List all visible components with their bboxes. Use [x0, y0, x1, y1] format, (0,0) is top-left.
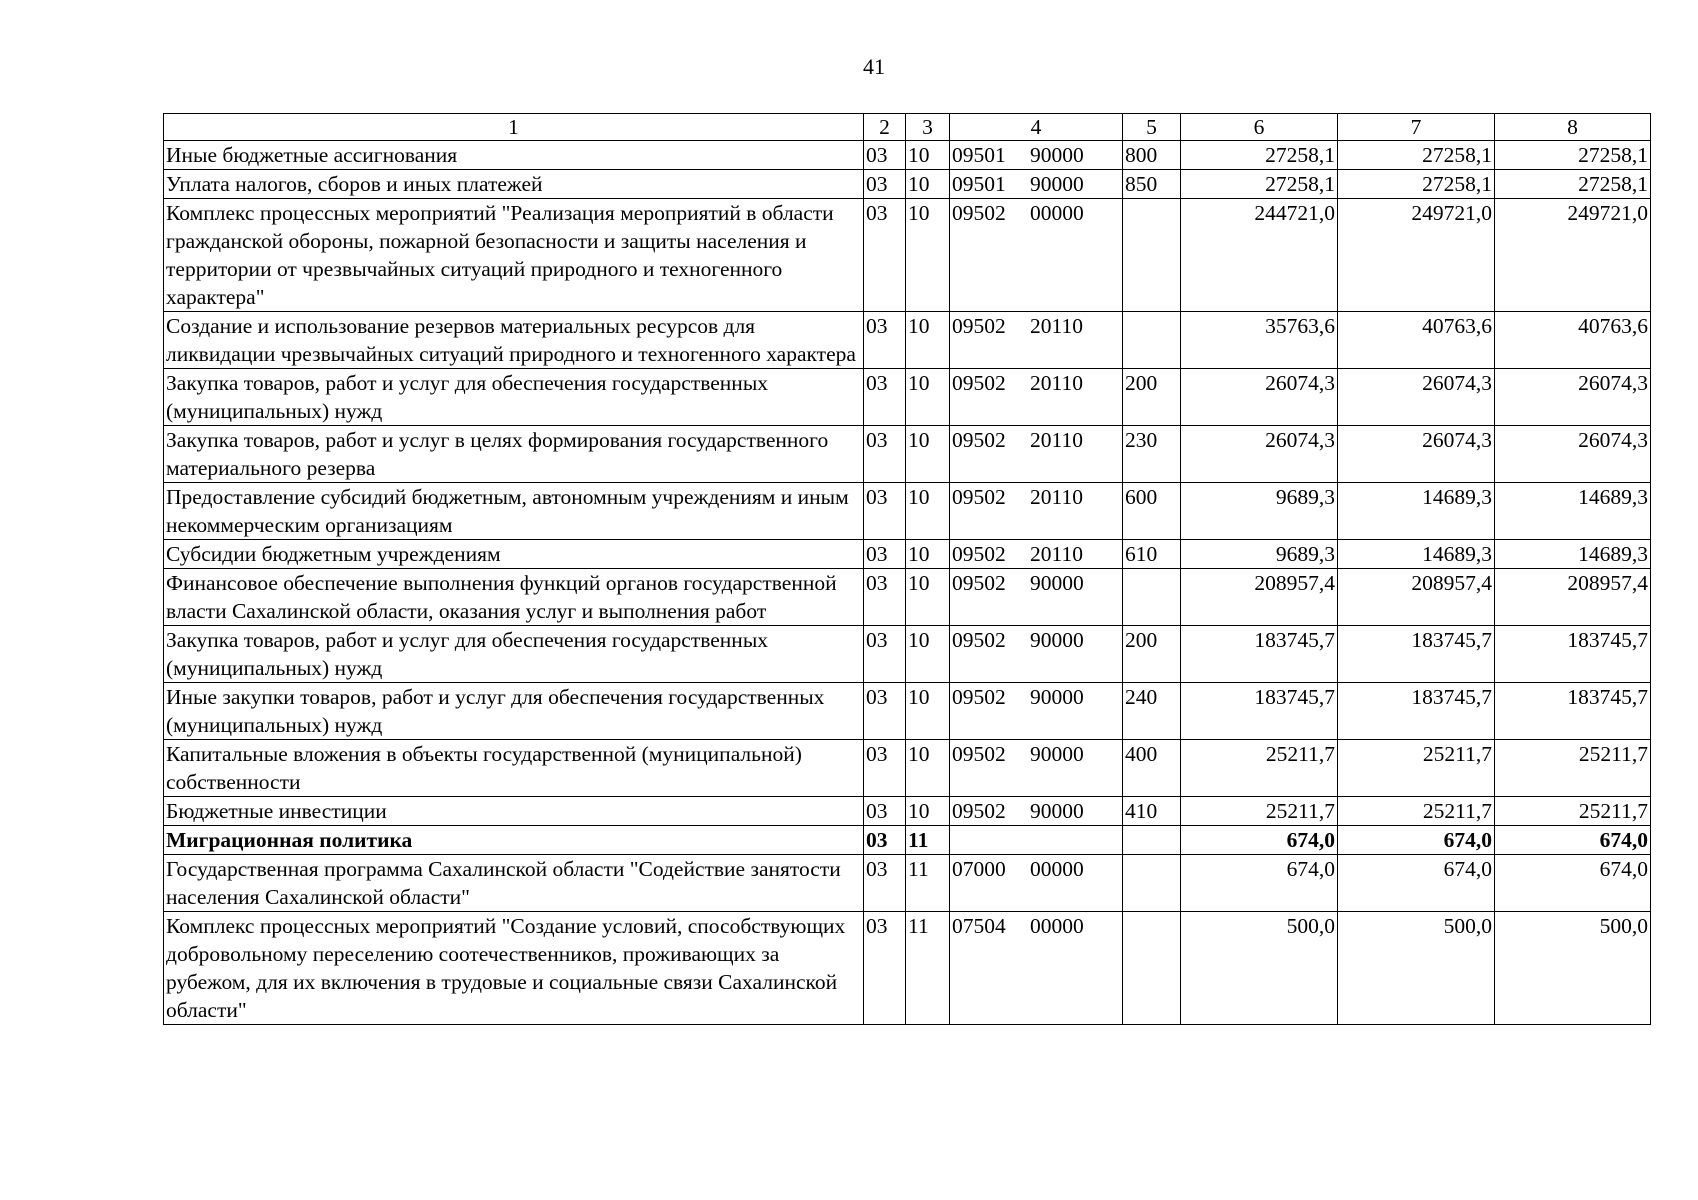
direction-code: 20110	[1030, 542, 1083, 566]
item-name: Закупка товаров, работ и услуг в целях формирования государственного материального резерва	[164, 426, 864, 483]
direction-code: 90000	[1030, 172, 1084, 196]
program-code: 09502	[952, 628, 1006, 652]
target-article-code	[950, 740, 1123, 797]
item-name: Закупка товаров, работ и услуг для обеспечения государственных (муниципальных) нужд	[164, 626, 864, 683]
table-row	[164, 855, 1651, 912]
amount-col-8: 183745,7	[1495, 683, 1651, 740]
program-code: 09502	[952, 542, 1006, 566]
section-code: 03	[864, 426, 906, 483]
table-row	[164, 369, 1651, 426]
table-row	[164, 683, 1651, 740]
direction-code: 20110	[1030, 485, 1083, 509]
expense-type-code: 240	[1123, 683, 1181, 740]
amount-col-6: 674,0	[1181, 826, 1338, 855]
expense-type-code	[1123, 912, 1181, 1025]
amount-col-7: 208957,4	[1338, 569, 1495, 626]
program-code: 09502	[952, 685, 1006, 709]
direction-code: 90000	[1030, 685, 1084, 709]
target-article-code	[950, 483, 1123, 540]
program-code: 09502	[952, 742, 1006, 766]
table-body	[164, 141, 1651, 1025]
amount-col-8: 249721,0	[1495, 199, 1651, 312]
amount-col-7: 674,0	[1338, 826, 1495, 855]
expense-type-code	[1123, 569, 1181, 626]
section-code: 03	[864, 483, 906, 540]
header-cell: 4	[950, 114, 1123, 141]
direction-code: 90000	[1030, 799, 1084, 823]
target-article-code	[950, 912, 1123, 1025]
expense-type-code: 400	[1123, 740, 1181, 797]
target-article-code	[950, 683, 1123, 740]
section-code: 03	[864, 312, 906, 369]
amount-col-6: 27258,1	[1181, 141, 1338, 170]
amount-col-6: 35763,6	[1181, 312, 1338, 369]
subsection-code: 10	[906, 626, 950, 683]
program-code: 09502	[952, 201, 1006, 225]
target-article-code	[950, 540, 1123, 569]
section-code: 03	[864, 797, 906, 826]
table-row	[164, 626, 1651, 683]
table-row	[164, 569, 1651, 626]
direction-code: 00000	[1030, 201, 1084, 225]
subsection-code: 10	[906, 569, 950, 626]
target-article-code	[950, 199, 1123, 312]
expense-type-code: 610	[1123, 540, 1181, 569]
expense-type-code	[1123, 312, 1181, 369]
section-code: 03	[864, 569, 906, 626]
amount-col-7: 249721,0	[1338, 199, 1495, 312]
table-row	[164, 740, 1651, 797]
subsection-code: 10	[906, 141, 950, 170]
table-row	[164, 170, 1651, 199]
item-name: Бюджетные инвестиции	[164, 797, 864, 826]
header-cell: 8	[1495, 114, 1651, 141]
section-code: 03	[864, 540, 906, 569]
subsection-code: 10	[906, 426, 950, 483]
amount-col-8: 500,0	[1495, 912, 1651, 1025]
table-row	[164, 141, 1651, 170]
table-row	[164, 483, 1651, 540]
direction-code: 20110	[1030, 371, 1083, 395]
expense-type-code: 200	[1123, 626, 1181, 683]
table-row	[164, 426, 1651, 483]
item-name: Миграционная политика	[164, 826, 864, 855]
target-article-code	[950, 797, 1123, 826]
header-cell: 1	[164, 114, 864, 141]
header-cell: 6	[1181, 114, 1338, 141]
amount-col-6: 208957,4	[1181, 569, 1338, 626]
program-code: 09502	[952, 314, 1006, 338]
amount-col-8: 208957,4	[1495, 569, 1651, 626]
target-article-code	[950, 141, 1123, 170]
expense-type-code	[1123, 855, 1181, 912]
target-article-code	[950, 170, 1123, 199]
header-row	[164, 114, 1651, 141]
amount-col-6: 500,0	[1181, 912, 1338, 1025]
table-row	[164, 797, 1651, 826]
expense-type-code: 800	[1123, 141, 1181, 170]
target-article-code	[950, 312, 1123, 369]
amount-col-6: 183745,7	[1181, 683, 1338, 740]
section-code: 03	[864, 141, 906, 170]
amount-col-8: 27258,1	[1495, 170, 1651, 199]
amount-col-7: 26074,3	[1338, 426, 1495, 483]
amount-col-6: 27258,1	[1181, 170, 1338, 199]
item-name: Государственная программа Сахалинской области "Содействие занятости населения Сахалинской области"	[164, 855, 864, 912]
program-code: 09501	[952, 172, 1006, 196]
direction-code: 20110	[1030, 314, 1083, 338]
direction-code: 90000	[1030, 628, 1084, 652]
table-row	[164, 540, 1651, 569]
program-code: 07504	[952, 914, 1006, 938]
amount-col-8: 25211,7	[1495, 797, 1651, 826]
item-name: Субсидии бюджетным учреждениям	[164, 540, 864, 569]
item-name: Иные закупки товаров, работ и услуг для обеспечения государственных (муниципальных) нужд	[164, 683, 864, 740]
subsection-code: 11	[906, 912, 950, 1025]
section-code: 03	[864, 855, 906, 912]
amount-col-7: 183745,7	[1338, 626, 1495, 683]
section-code: 03	[864, 199, 906, 312]
subsection-code: 10	[906, 540, 950, 569]
amount-col-6: 244721,0	[1181, 199, 1338, 312]
direction-code: 00000	[1030, 914, 1084, 938]
amount-col-8: 14689,3	[1495, 483, 1651, 540]
program-code: 09502	[952, 571, 1006, 595]
section-code: 03	[864, 626, 906, 683]
target-article-code	[950, 826, 1123, 855]
item-name: Финансовое обеспечение выполнения функций органов государственной власти Сахалинской области, оказания услуг и выполнения работ	[164, 569, 864, 626]
header-cell: 2	[864, 114, 906, 141]
section-code: 03	[864, 170, 906, 199]
amount-col-7: 26074,3	[1338, 369, 1495, 426]
amount-col-7: 25211,7	[1338, 740, 1495, 797]
amount-col-6: 25211,7	[1181, 740, 1338, 797]
subsection-code: 11	[906, 855, 950, 912]
subsection-code: 10	[906, 170, 950, 199]
section-code: 03	[864, 826, 906, 855]
target-article-code	[950, 855, 1123, 912]
subsection-code: 10	[906, 199, 950, 312]
table-row	[164, 826, 1651, 855]
table-row	[164, 912, 1651, 1025]
subsection-code: 10	[906, 797, 950, 826]
program-code: 09502	[952, 428, 1006, 452]
program-code: 07000	[952, 857, 1006, 881]
target-article-code	[950, 569, 1123, 626]
expense-type-code: 600	[1123, 483, 1181, 540]
program-code: 09502	[952, 485, 1006, 509]
target-article-code	[950, 626, 1123, 683]
budget-table	[163, 113, 1651, 1025]
amount-col-8: 27258,1	[1495, 141, 1651, 170]
program-code: 09501	[952, 143, 1006, 167]
amount-col-6: 183745,7	[1181, 626, 1338, 683]
amount-col-8: 25211,7	[1495, 740, 1651, 797]
amount-col-7: 25211,7	[1338, 797, 1495, 826]
amount-col-7: 14689,3	[1338, 483, 1495, 540]
expense-type-code: 410	[1123, 797, 1181, 826]
page-number: 41	[863, 54, 885, 79]
item-name: Иные бюджетные ассигнования	[164, 141, 864, 170]
item-name: Капитальные вложения в объекты государственной (муниципальной) собственности	[164, 740, 864, 797]
section-code: 03	[864, 683, 906, 740]
amount-col-6: 26074,3	[1181, 426, 1338, 483]
subsection-code: 10	[906, 312, 950, 369]
direction-code: 90000	[1030, 742, 1084, 766]
table-row	[164, 199, 1651, 312]
item-name: Создание и использование резервов материальных ресурсов для ликвидации чрезвычайных ситуаций природного и техногенного характера	[164, 312, 864, 369]
header-cell: 7	[1338, 114, 1495, 141]
target-article-code	[950, 426, 1123, 483]
item-name: Комплекс процессных мероприятий "Создание условий, способствующих добровольному переселению соотечественников, проживающих за рубежом, для их включения в трудовые и социальные связи Сахалинской области"	[164, 912, 864, 1025]
subsection-code: 11	[906, 826, 950, 855]
item-name: Комплекс процессных мероприятий "Реализация мероприятий в области гражданской обороны, пожарной безопасности и защиты населения и территории от чрезвычайных ситуаций природного и техногенного характера"	[164, 199, 864, 312]
amount-col-8: 40763,6	[1495, 312, 1651, 369]
amount-col-8: 674,0	[1495, 855, 1651, 912]
expense-type-code: 230	[1123, 426, 1181, 483]
section-code: 03	[864, 912, 906, 1025]
subsection-code: 10	[906, 740, 950, 797]
amount-col-6: 9689,3	[1181, 483, 1338, 540]
expense-type-code: 850	[1123, 170, 1181, 199]
section-code: 03	[864, 369, 906, 426]
expense-type-code	[1123, 199, 1181, 312]
amount-col-7: 40763,6	[1338, 312, 1495, 369]
item-name: Закупка товаров, работ и услуг для обеспечения государственных (муниципальных) нужд	[164, 369, 864, 426]
direction-code: 00000	[1030, 857, 1084, 881]
amount-col-8: 674,0	[1495, 826, 1651, 855]
header-cell: 3	[906, 114, 950, 141]
amount-col-7: 27258,1	[1338, 141, 1495, 170]
expense-type-code: 200	[1123, 369, 1181, 426]
subsection-code: 10	[906, 483, 950, 540]
amount-col-6: 26074,3	[1181, 369, 1338, 426]
target-article-code	[950, 369, 1123, 426]
amount-col-7: 27258,1	[1338, 170, 1495, 199]
amount-col-6: 9689,3	[1181, 540, 1338, 569]
amount-col-7: 500,0	[1338, 912, 1495, 1025]
section-code: 03	[864, 740, 906, 797]
expense-type-code	[1123, 826, 1181, 855]
program-code: 09502	[952, 799, 1006, 823]
item-name: Предоставление субсидий бюджетным, автономным учреждениям и иным некоммерческим организациям	[164, 483, 864, 540]
amount-col-7: 674,0	[1338, 855, 1495, 912]
direction-code: 90000	[1030, 571, 1084, 595]
amount-col-6: 25211,7	[1181, 797, 1338, 826]
direction-code: 90000	[1030, 143, 1084, 167]
item-name: Уплата налогов, сборов и иных платежей	[164, 170, 864, 199]
amount-col-7: 183745,7	[1338, 683, 1495, 740]
subsection-code: 10	[906, 683, 950, 740]
amount-col-6: 674,0	[1181, 855, 1338, 912]
direction-code: 20110	[1030, 428, 1083, 452]
amount-col-8: 26074,3	[1495, 369, 1651, 426]
amount-col-7: 14689,3	[1338, 540, 1495, 569]
amount-col-8: 26074,3	[1495, 426, 1651, 483]
subsection-code: 10	[906, 369, 950, 426]
table-row	[164, 312, 1651, 369]
amount-col-8: 183745,7	[1495, 626, 1651, 683]
program-code: 09502	[952, 371, 1006, 395]
header-cell: 5	[1123, 114, 1181, 141]
amount-col-8: 14689,3	[1495, 540, 1651, 569]
